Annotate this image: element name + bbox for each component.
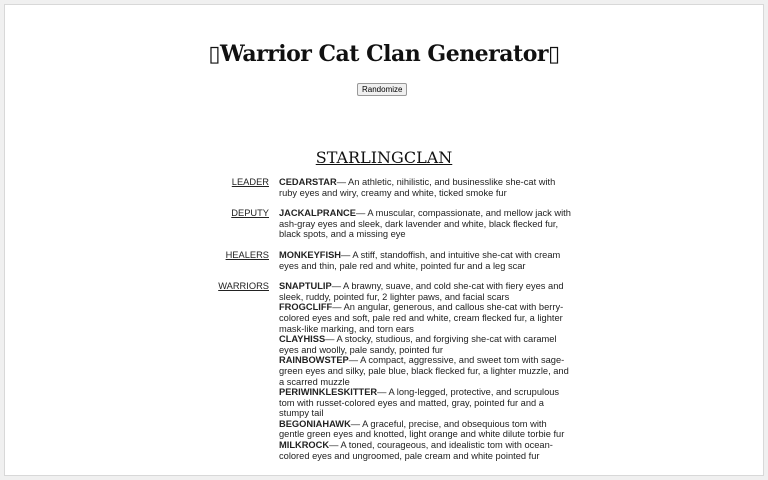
cat-name: JACKALPRANCE <box>279 208 356 219</box>
cat-description: — An athletic, nihilistic, and businesslike she-cat with ruby eyes and wiry, creamy and white, ticked smoke fur <box>279 177 556 198</box>
section-label: WARRIORS <box>218 281 269 292</box>
cat-description: — An angular, generous, and callous she-cat with berry-colored eyes and soft, pale red and white, cream flecked fur, a lighter mask-like marking, and torn ears <box>279 302 564 334</box>
section-cats <box>279 281 571 461</box>
page-title: ▯Warrior Cat Clan Generator▯ <box>208 41 560 67</box>
clan-roster <box>201 177 581 471</box>
section-label: DEPUTY <box>231 208 269 219</box>
cat-name: PERIWINKLESKITTER <box>279 387 378 398</box>
cat-name: CLAYHISS <box>279 334 326 345</box>
cat-description: — A stiff, standoffish, and intuitive she-cat with cream eyes and thin, pale red and white, pointed fur and a leg scar <box>279 249 561 271</box>
cat-entry <box>279 387 571 419</box>
cat-entry <box>279 208 571 240</box>
cat-description: — A long-legged, protective, and scrupulous tom with russet-colored eyes and matted, gray, pointed fur and a stumpy tail <box>279 387 560 419</box>
roster-section-leader <box>201 177 581 198</box>
page <box>4 4 764 476</box>
cat-entry <box>279 177 571 198</box>
section-cats <box>279 177 571 198</box>
cat-entry <box>279 440 571 461</box>
cat-name: CEDARSTAR <box>279 177 337 187</box>
roster-section-deputy <box>201 208 581 240</box>
cat-name: FROGCLIFF <box>279 302 333 313</box>
cat-name: MONKEYFISH <box>279 249 341 260</box>
cat-description: — A brawny, suave, and cold she-cat with fiery eyes and sleek, ruddy, pointed fur, 2 lighter paws, and facial scars <box>279 281 564 302</box>
cat-entry <box>279 250 571 271</box>
cat-name: MILKROCK <box>279 440 330 451</box>
cat-description: — A stocky, studious, and forgiving she-cat with caramel eyes and woolly, pale sandy, pointed fur <box>279 334 557 355</box>
section-label: LEADER <box>231 177 269 187</box>
cat-description: — A compact, aggressive, and sweet tom with sage-green eyes and silky, pale blue, black flecked fur, a lighter muzzle, and a scarred muzzle <box>279 355 569 387</box>
cat-entry <box>279 302 571 334</box>
section-cats <box>279 208 571 240</box>
cat-name: SNAPTULIP <box>279 281 332 292</box>
cat-entry <box>279 419 571 440</box>
section-label: HEALERS <box>225 249 269 260</box>
cat-entry <box>279 281 571 302</box>
cat-description: — A graceful, precise, and obsequious tom with gentle green eyes and knotted, light orange and white dilute torbie fur <box>279 418 565 440</box>
cat-entry <box>279 334 571 355</box>
cat-name: RAINBOWSTEP <box>279 355 349 366</box>
cat-name: BEGONIAHAWK <box>279 418 351 429</box>
roster-section-warriors <box>201 281 581 461</box>
cat-description: — A muscular, compassionate, and mellow jack with ash-gray eyes and sleek, dark lavender and white, black flecked fur, black spots, and a missing eye <box>279 208 571 240</box>
cat-entry <box>279 355 571 387</box>
clan-name: STARLINGCLAN <box>315 148 453 167</box>
section-cats <box>279 250 571 271</box>
roster-section-healers <box>201 250 581 271</box>
cat-description: — A toned, courageous, and idealistic tom with ocean-colored eyes and ungroomed, pale cream and white pointed fur <box>279 440 553 461</box>
randomize-button[interactable]: Randomize <box>357 83 407 96</box>
